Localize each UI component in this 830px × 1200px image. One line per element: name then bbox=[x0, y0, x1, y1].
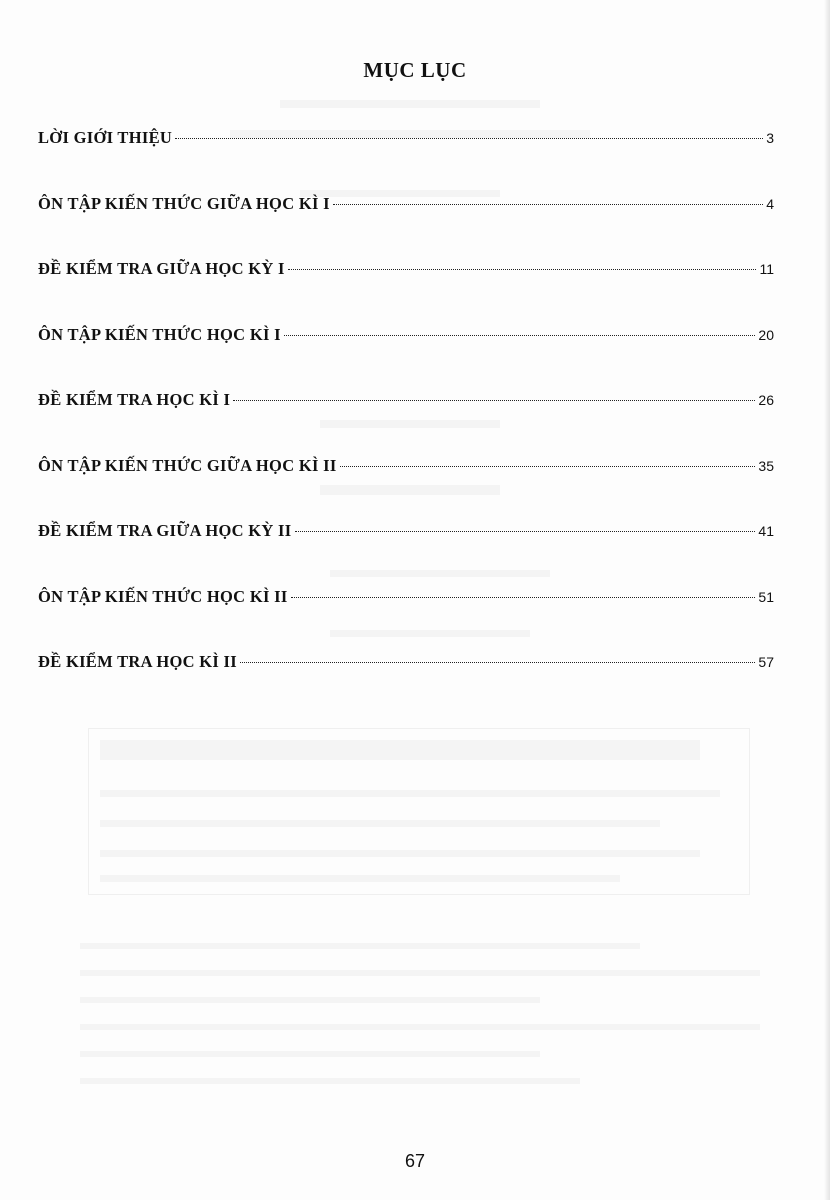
toc-entry-label: ÔN TẬP KIẾN THỨC GIỮA HỌC KÌ I bbox=[38, 193, 330, 213]
toc-entry-page: 11 bbox=[759, 261, 774, 277]
bleed-through-mark bbox=[100, 740, 700, 760]
bleed-through-mark bbox=[80, 1051, 540, 1057]
page-edge-shadow bbox=[824, 0, 830, 1200]
toc-entry bbox=[38, 587, 774, 653]
toc-dot-leader bbox=[288, 269, 757, 270]
toc-entry bbox=[38, 194, 774, 260]
toc-entry-page: 20 bbox=[758, 326, 774, 343]
toc-entry-label: LỜI GIỚI THIỆU bbox=[38, 128, 173, 147]
bleed-through-mark bbox=[80, 997, 540, 1003]
table-of-contents bbox=[38, 128, 774, 718]
bleed-through-mark bbox=[100, 790, 720, 797]
bleed-through-mark bbox=[100, 850, 700, 857]
toc-entry bbox=[38, 390, 774, 456]
toc-entry-page: 35 bbox=[758, 457, 774, 474]
bleed-through-mark bbox=[80, 970, 760, 976]
toc-entry bbox=[38, 325, 774, 391]
toc-entry bbox=[38, 521, 774, 587]
bleed-through-mark bbox=[80, 943, 640, 949]
bleed-through-mark bbox=[80, 1024, 760, 1030]
toc-entry-page: 41 bbox=[758, 523, 774, 539]
toc-dot-leader bbox=[333, 204, 763, 205]
bleed-through-mark bbox=[280, 100, 540, 108]
toc-entry-page: 4 bbox=[766, 195, 774, 212]
toc-entry bbox=[38, 128, 774, 194]
toc-dot-leader bbox=[291, 597, 756, 598]
toc-dot-leader bbox=[340, 466, 756, 467]
toc-entry-label: ÔN TẬP KIẾN THỨC HỌC KÌ I bbox=[38, 324, 281, 344]
toc-entry bbox=[38, 456, 774, 522]
toc-entry-label: ÔN TẬP KIẾN THỨC GIỮA HỌC KÌ II bbox=[38, 455, 337, 475]
toc-dot-leader bbox=[295, 531, 756, 532]
toc-entry-label: ĐỀ KIỂM TRA GIỮA HỌC KỲ II bbox=[38, 521, 292, 540]
toc-dot-leader bbox=[233, 400, 755, 401]
toc-entry-page: 57 bbox=[758, 654, 774, 670]
toc-dot-leader bbox=[175, 138, 763, 139]
toc-dot-leader bbox=[284, 335, 756, 336]
toc-entry-page: 26 bbox=[758, 392, 774, 408]
toc-entry-label: ĐỀ KIỂM TRA HỌC KÌ II bbox=[38, 652, 237, 671]
toc-entry bbox=[38, 652, 774, 718]
toc-entry bbox=[38, 259, 774, 325]
toc-dot-leader bbox=[240, 662, 755, 663]
toc-entry-label: ÔN TẬP KIẾN THỨC HỌC KÌ II bbox=[38, 586, 288, 606]
page-number: 67 bbox=[404, 1151, 426, 1171]
toc-entry-label: ĐỀ KIỂM TRA HỌC KÌ I bbox=[38, 390, 231, 409]
bleed-through-mark bbox=[100, 875, 620, 882]
bleed-through-mark bbox=[80, 1078, 580, 1084]
page-title: MỤC LỤC bbox=[363, 58, 467, 82]
toc-entry-label: ĐỀ KIỂM TRA GIỮA HỌC KỲ I bbox=[38, 259, 285, 278]
bleed-through-mark bbox=[100, 820, 660, 827]
toc-entry-page: 3 bbox=[766, 130, 774, 146]
toc-entry-page: 51 bbox=[758, 588, 774, 605]
